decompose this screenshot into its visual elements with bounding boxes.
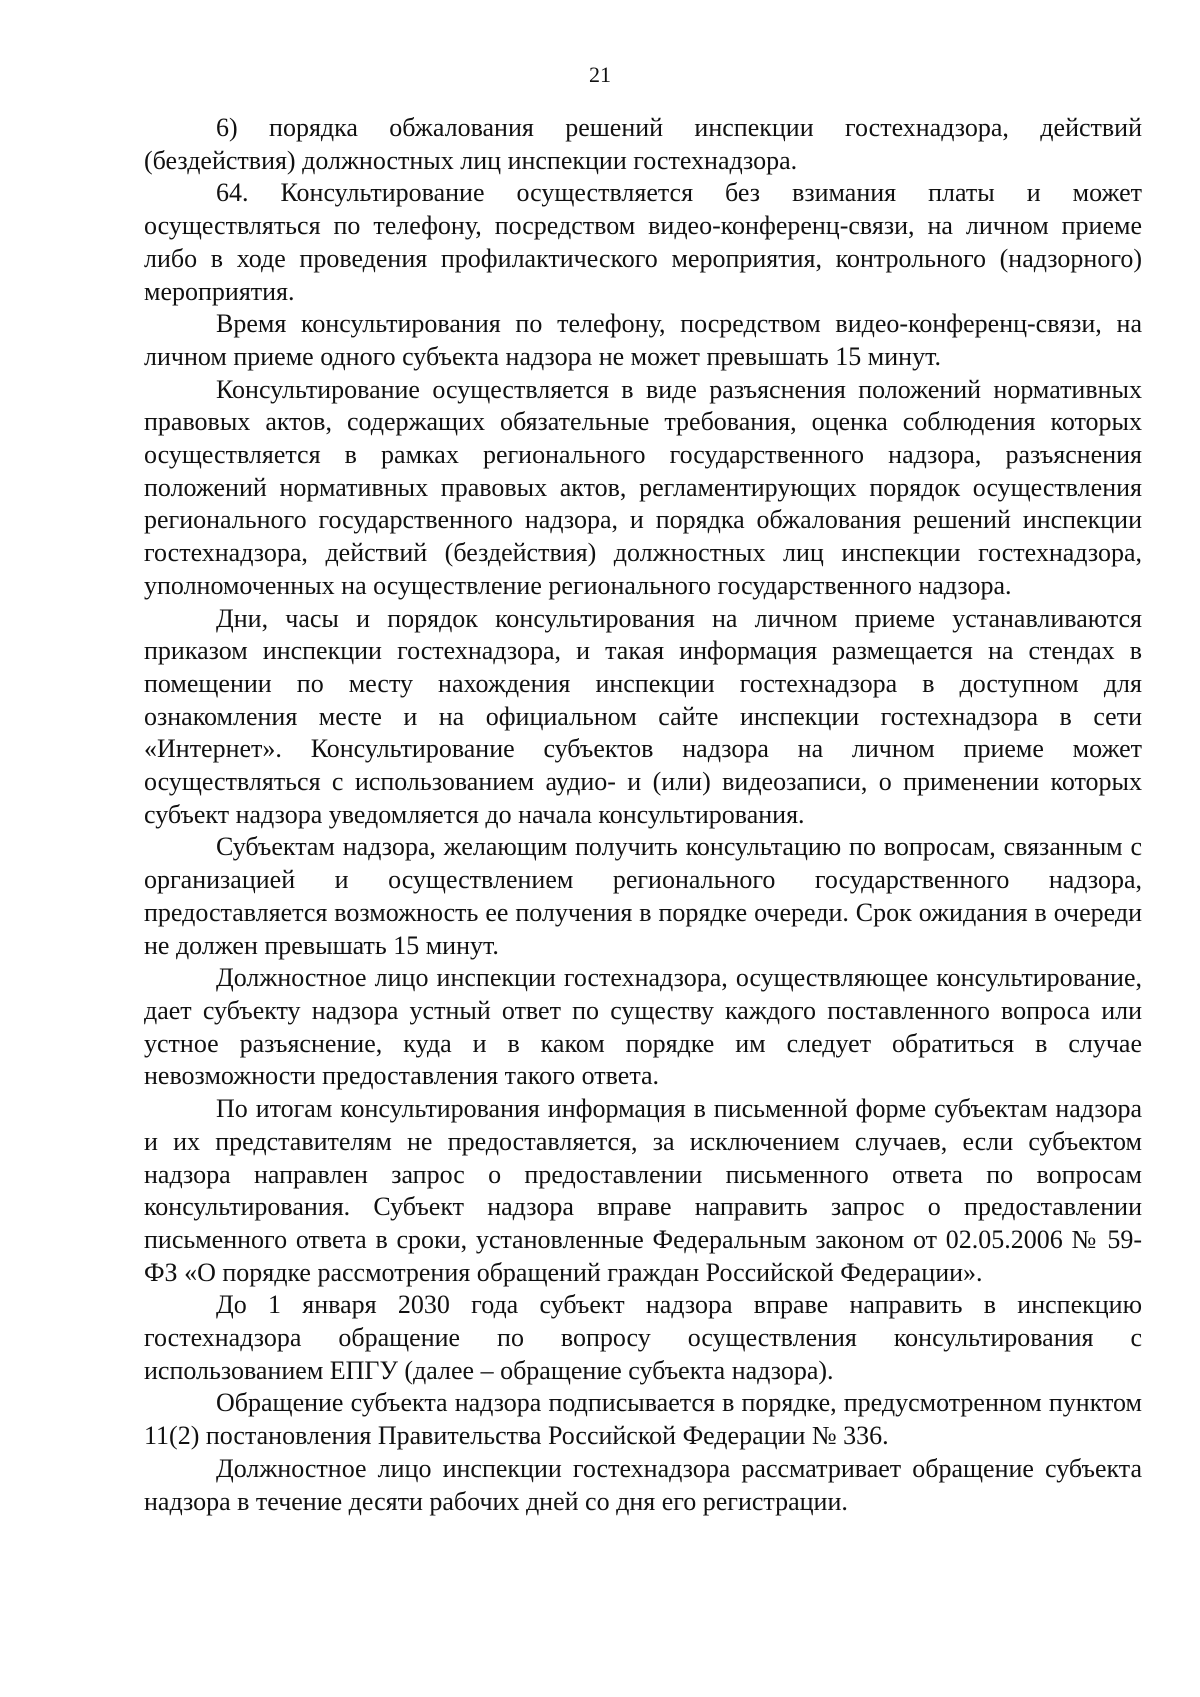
paragraph-reception-schedule: Дни, часы и порядок консультирования на личном приеме устанавливаются приказом инспекции гостехнадзора, и такая информация размещается на стендах в помещении по месту нахождения инспекции гостехнадзора в доступном для ознакомления месте и на официальном сайте инспекции гостехнадзора в сети «Интернет». Консультирование субъектов надзора на личном приеме может осуществляться с использованием аудио- и (или) видеозаписи, о применении которых субъект надзора уведомляется до начала консультирования. xyxy=(144,603,1142,829)
paragraph-written-answer: По итогам консультирования информация в письменной форме субъектам надзора и их представителям не предоставляется, за исключением случаев, если субъектом надзора направлен запрос о предоставлении письменного ответа по вопросам консультирования. Субъект надзора вправе направить запрос о предоставлении письменного ответа в сроки, установленные Федеральным законом от 02.05.2006 № 59-ФЗ «О порядке рассмотрения обращений граждан Российской Федерации». xyxy=(144,1094,1142,1287)
paragraph-oral-answer: Должностное лицо инспекции гостехнадзора, осуществляющее консультирование, дает субъекту надзора устный ответ по существу каждого поставленного вопроса или устное разъяснение, куда и в каком порядке им следует обратиться в случае невозможности предоставления такого ответа. xyxy=(144,963,1142,1091)
paragraph-queue: Субъектам надзора, желающим получить консультацию по вопросам, связанным с организацией и осуществлением регионального государственного надзора, предоставляется возможность ее получения в порядке очереди. Срок ожидания в очереди не должен превышать 15 минут. xyxy=(144,832,1142,960)
paragraph-item-6: 6) порядка обжалования решений инспекции гостехнадзора, действий (бездействия) должностных лиц инспекции гостехнадзора. xyxy=(144,113,1142,175)
document-body xyxy=(144,112,1142,1518)
paragraph-64: 64. Консультирование осуществляется без взимания платы и может осуществляться по телефону, посредством видео-конференц-связи, на личном приеме либо в ходе проведения профилактического мероприятия, контрольного (надзорного) мероприятия. xyxy=(144,178,1142,306)
paragraph-request-signing: Обращение субъекта надзора подписывается в порядке, предусмотренном пунктом 11(2) постановления Правительства Российской Федерации № 336. xyxy=(144,1388,1142,1451)
paragraph-consultation-scope: Консультирование осуществляется в виде разъяснения положений нормативных правовых актов, содержащих обязательные требования, оценка соблюдения которых осуществляется в рамках регионального государственного надзора, разъяснения положений нормативных правовых актов, регламентирующих порядок осуществления регионального государственного надзора, и порядка обжалования решений инспекции гостехнадзора, действий (бездействия) должностных лиц инспекции гостехнадзора, уполномоченных на осуществление регионального государственного надзора. xyxy=(144,374,1142,600)
page-number: 21 xyxy=(589,62,611,87)
paragraph-request-review: Должностное лицо инспекции гостехнадзора рассматривает обращение субъекта надзора в течение десяти рабочих дней со дня его регистрации. xyxy=(144,1453,1142,1516)
paragraph-consultation-time: Время консультирования по телефону, посредством видео-конференц-связи, на личном приеме одного субъекта надзора не может превышать 15 минут. xyxy=(144,309,1142,371)
paragraph-epgu-request: До 1 января 2030 года субъект надзора вправе направить в инспекцию гостехнадзора обращение по вопросу осуществления консультирования с использованием ЕПГУ (далее – обращение субъекта надзора). xyxy=(144,1290,1142,1385)
